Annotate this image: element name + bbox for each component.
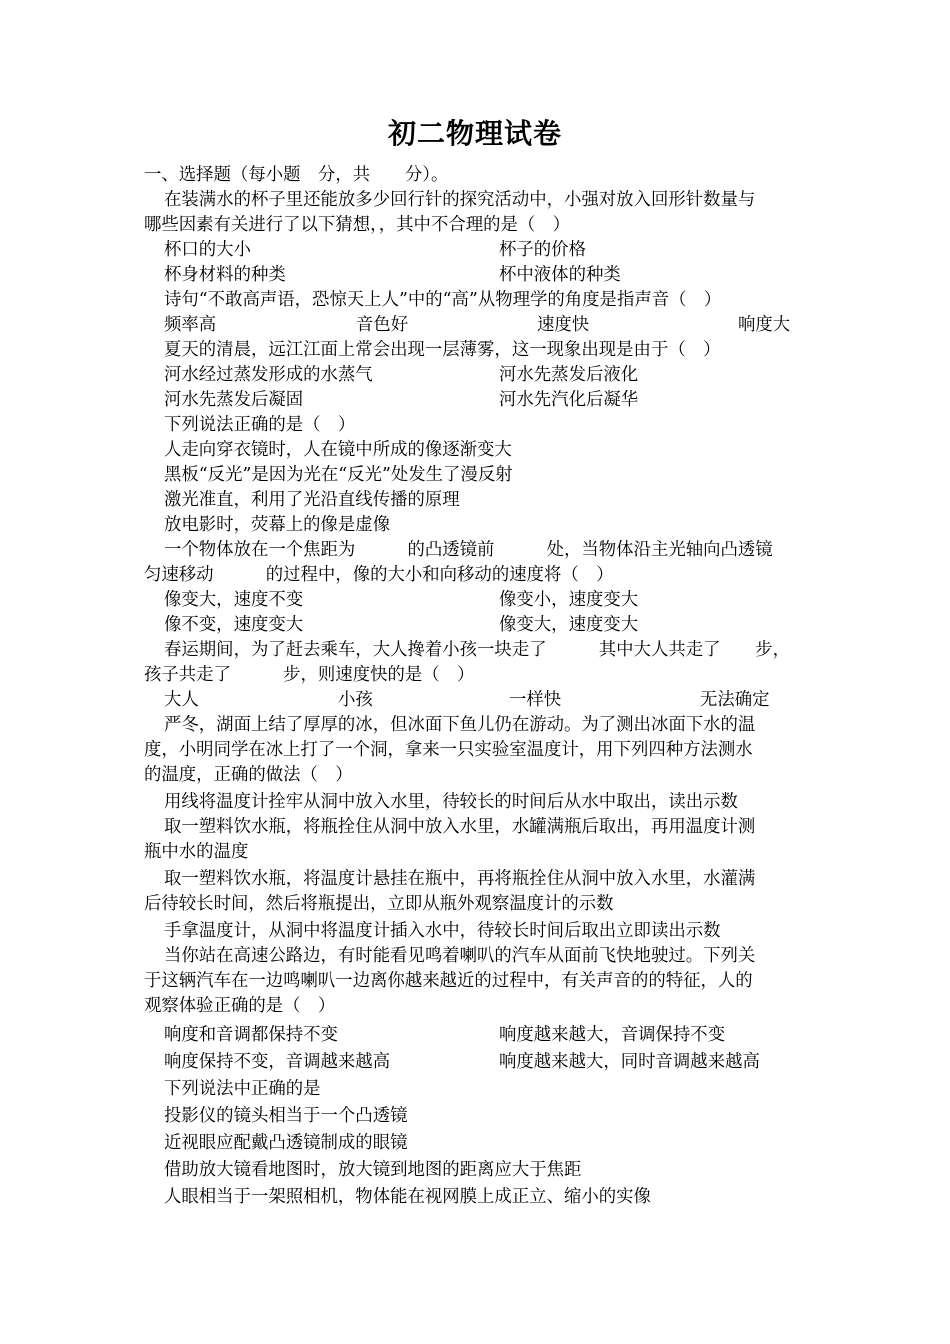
q2-stem: 诗句“不敢高声语，恐惊天上人”中的“高”从物理学的角度是指声音（ ） (164, 290, 722, 310)
q8-stem-line2: 于这辆汽车在一边鸣喇叭一边离你越来越近的过程中，有关声音的的特征，人的 (144, 971, 753, 991)
q8-stem-line1: 当你站在高速公路边，有时能看见鸣着喇叭的汽车从面前飞快地驶过。下列关 (164, 946, 756, 966)
q7-option-a: 用线将温度计拴牢从洞中放入水里，待较长的时间后从水中取出，读出示数 (164, 792, 738, 812)
q1-option-b: 杯子的价格 (499, 240, 586, 260)
q1-option-a: 杯口的大小 (164, 240, 251, 260)
q5-option-c: 像不变，速度变大 (164, 615, 304, 635)
q2-option-a: 频率高 (164, 315, 217, 335)
q2-option-c: 速度快 (537, 315, 590, 335)
q7-option-c-line1: 取一塑料饮水瓶，将温度计悬挂在瓶中，再将瓶拴住从洞中放入水里，水灌满 (164, 869, 756, 889)
q3-option-b: 河水先蒸发后液化 (499, 365, 639, 385)
q7-stem-line2: 度，小明同学在冰上打了一个洞，拿来一只实验室温度计，用下列四种方法测水 (144, 740, 753, 760)
q9-option-b: 近视眼应配戴凸透镜制成的眼镜 (164, 1133, 408, 1153)
q5-option-a: 像变大，速度不变 (164, 590, 304, 610)
q1-stem-line1: 在装满水的杯子里还能放多少回行针的探究活动中，小强对放入回形针数量与 (164, 190, 756, 210)
page-title: 初二物理试卷 (387, 117, 562, 150)
q8-option-b: 响度越来越大，音调保持不变 (499, 1025, 726, 1045)
q5-stem-line2: 匀速移动 的过程中，像的大小和向移动的速度将（ ） (144, 565, 614, 585)
q1-stem-line2: 哪些因素有关进行了以下猜想，，其中不合理的是（ ） (144, 215, 571, 235)
q2-option-b: 音色好 (356, 315, 409, 335)
q1-option-d: 杯中液体的种类 (499, 265, 621, 285)
q6-stem-line2: 孩子共走了 步，则速度快的是（ ） (144, 665, 475, 685)
q4-option-a: 人走向穿衣镜时，人在镜中所成的像逐渐变大 (164, 440, 512, 460)
q3-option-d: 河水先汽化后凝华 (499, 390, 639, 410)
q3-stem: 夏天的清晨，远江江面上常会出现一层薄雾，这一现象出现是由于（ ） (164, 340, 721, 360)
q6-stem-line1: 春运期间，为了赶去乘车，大人搀着小孩一块走了 其中大人共走了 步， (164, 640, 791, 660)
q1-option-c: 杯身材料的种类 (164, 265, 286, 285)
q6-option-b: 小孩 (338, 690, 373, 710)
q7-option-b-line1: 取一塑料饮水瓶，将瓶拴住从洞中放入水里，水罐满瓶后取出，再用温度计测 (164, 817, 756, 837)
q6-option-a: 大人 (164, 690, 199, 710)
q9-option-a: 投影仪的镜头相当于一个凸透镜 (164, 1106, 408, 1126)
q3-option-c: 河水先蒸发后凝固 (164, 390, 304, 410)
q4-option-d: 放电影时，荧幕上的像是虚像 (164, 515, 391, 535)
q4-option-c: 激光准直，利用了光沿直线传播的原理 (164, 490, 460, 510)
q8-stem-line3: 观察体验正确的是（ ） (144, 996, 336, 1016)
q6-option-c: 一样快 (509, 690, 562, 710)
q5-stem-line1: 一个物体放在一个焦距为 的凸透镜前 处，当物体沿主光轴向凸透镜 (164, 540, 773, 560)
q8-option-d: 响度越来越大，同时音调越来越高 (499, 1052, 760, 1072)
q3-option-a: 河水经过蒸发形成的水蒸气 (164, 365, 373, 385)
q7-option-d: 手拿温度计，从洞中将温度计插入水中，待较长时间后取出立即读出示数 (164, 921, 721, 941)
q2-option-d: 响度大 (738, 315, 791, 335)
q8-option-c: 响度保持不变，音调越来越高 (164, 1052, 391, 1072)
section-heading: 一、选择题（每小题 分，共 分）。 (144, 165, 449, 185)
q4-stem: 下列说法正确的是（ ） (164, 415, 356, 435)
q9-option-d: 人眼相当于一架照相机，物体能在视网膜上成正立、缩小的实像 (164, 1187, 651, 1207)
q5-option-b: 像变小，速度变大 (499, 590, 639, 610)
q9-stem: 下列说法中正确的是 (164, 1079, 321, 1099)
q7-stem-line3: 的温度，正确的做法（ ） (144, 765, 353, 785)
q7-option-c-line2: 后待较长时间，然后将瓶提出，立即从瓶外观察温度计的示数 (144, 894, 614, 914)
q7-stem-line1: 严冬，湖面上结了厚厚的冰，但冰面下鱼儿仍在游动。为了测出冰面下水的温 (164, 715, 756, 735)
q8-option-a: 响度和音调都保持不变 (164, 1025, 338, 1045)
q6-option-d: 无法确定 (700, 690, 770, 710)
q7-option-b-line2: 瓶中水的温度 (144, 842, 249, 862)
q5-option-d: 像变大，速度变大 (499, 615, 639, 635)
q9-option-c: 借助放大镜看地图时，放大镜到地图的距离应大于焦距 (164, 1160, 582, 1180)
q4-option-b: 黑板“反光”是因为光在“反光”处发生了漫反射 (164, 465, 513, 485)
